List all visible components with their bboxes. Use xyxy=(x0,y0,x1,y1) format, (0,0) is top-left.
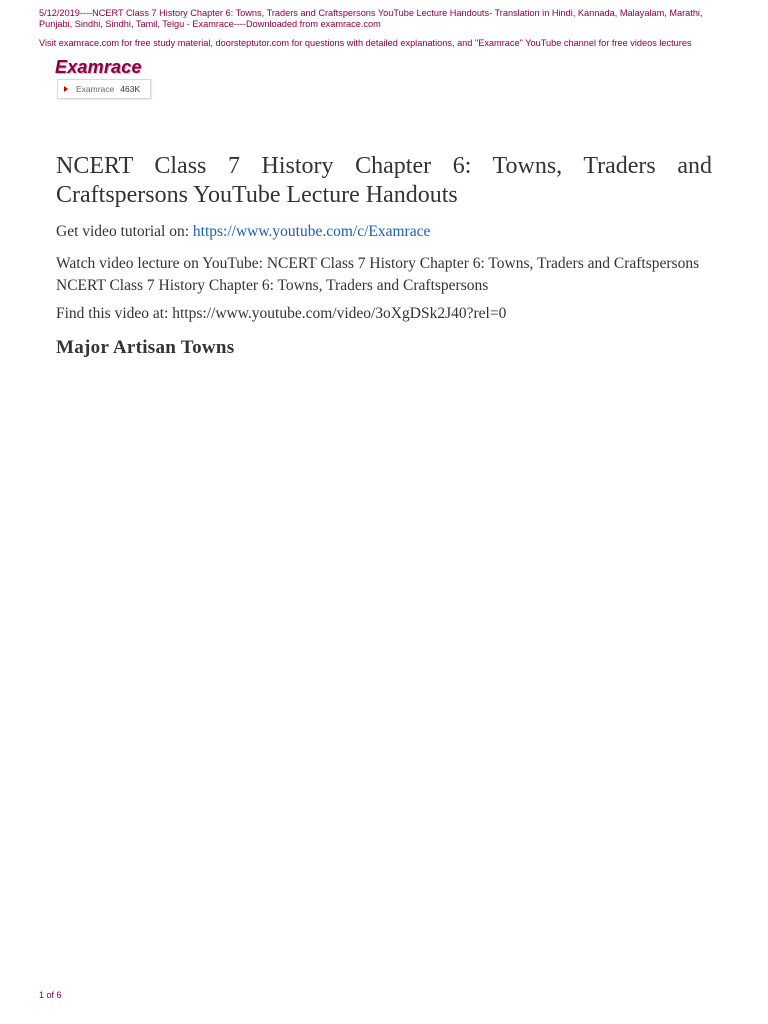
youtube-channel-name: Examrace xyxy=(76,84,115,94)
section-heading: Major Artisan Towns xyxy=(56,337,235,358)
page-indicator: 1 of 6 xyxy=(39,990,62,1000)
tutorial-prefix: Get video tutorial on: xyxy=(56,223,193,240)
examrace-logo[interactable]: Examrace xyxy=(55,57,142,77)
youtube-play-icon xyxy=(64,86,68,92)
subscriber-count: 463K xyxy=(120,84,141,94)
download-header xyxy=(39,8,719,49)
page-title: NCERT Class 7 History Chapter 6: Towns, Traders and Craftspersons YouTube Lecture Handouts xyxy=(56,153,712,208)
tutorial-paragraph xyxy=(56,221,712,243)
find-video-paragraph: Find this video at: https://www.youtube.com/video/3oXgDSk2J40?rel=0 xyxy=(56,305,507,322)
youtube-channel-link[interactable]: https://www.youtube.com/c/Examrace xyxy=(192,223,431,240)
youtube-subscribe-widget[interactable] xyxy=(57,79,151,99)
visit-note: Visit examrace.com for free study material, doorsteptutor.com for questions with detailed explanations, and "Examrace" YouTube channel for free videos lectures xyxy=(39,38,692,48)
download-note: 5/12/2019----NCERT Class 7 History Chapter 6: Towns, Traders and Craftspersons YouTube Lecture Handouts- Translation in Hindi, Kannada, Malayalam, Marathi, Punjabi, Sindhi, Sindhi, Tamil, Telgu - Examrace----Downloaded from examrace.com xyxy=(39,8,703,29)
watch-paragraph: Watch video lecture on YouTube: NCERT Class 7 History Chapter 6: Towns, Traders and Craftspersons NCERT Class 7 History Chapter 6: Towns, Traders and Craftspersons xyxy=(56,255,700,294)
